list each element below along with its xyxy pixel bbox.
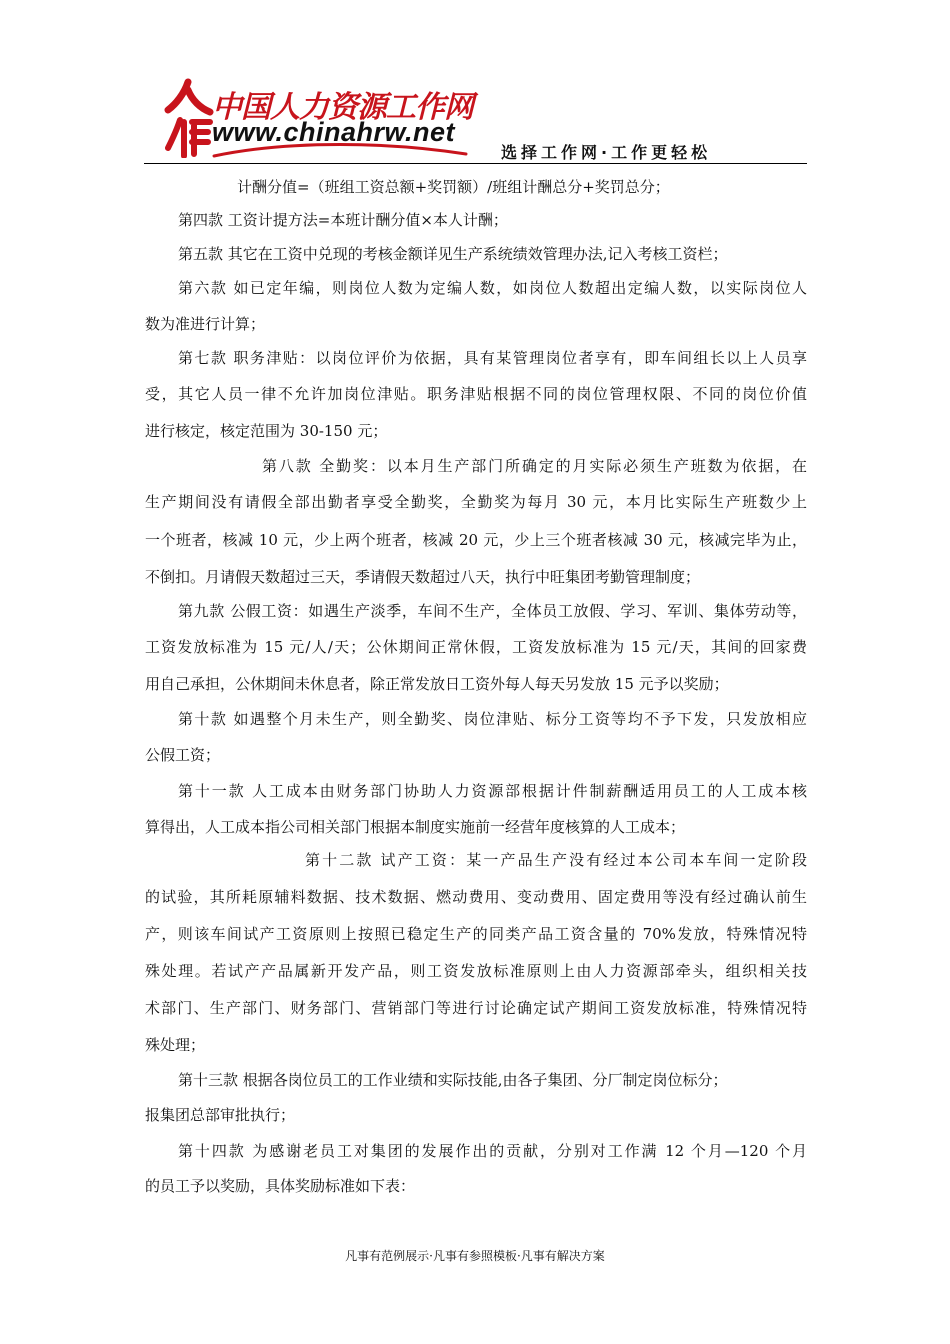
text-line: 第十款 如遇整个月未生产，则全勤奖、岗位津贴、标分工资等均不予下发，只发放相应 (178, 710, 807, 728)
text-line: 计酬分值=（班组工资总额+奖罚额）/班组计酬总分+奖罚总分； (237, 178, 670, 196)
text-line: 第十三款 根据各岗位员工的工作业绩和实际技能,由各子集团、分厂制定岗位标分； (178, 1071, 728, 1089)
text-line: 不倒扣。月请假天数超过三天，季请假天数超过八天，执行中旺集团考勤管理制度； (145, 568, 701, 586)
text-line: 第十二款 试产工资：某一产品生产没有经过本公司本车间一定阶段 (305, 851, 807, 869)
text-line: 的试验，其所耗原辅料数据、技术数据、燃动费用、变动费用、固定费用等没有经过确认前生 (145, 888, 807, 906)
text-line: 算得出，人工成本指公司相关部门根据本制度实施前一经营年度核算的人工成本； (145, 818, 686, 836)
logo-chinese-name: 中国人力资源工作网 (212, 90, 473, 125)
header-divider (144, 163, 807, 164)
text-line: 的员工予以奖励，具体奖励标准如下表： (145, 1177, 416, 1195)
text-line: 术部门、生产部门、财务部门、营销部门等进行讨论确定试产期间工资发放标准，特殊情况特 (145, 999, 807, 1017)
text-line: 公假工资； (145, 746, 221, 764)
text-line: 数为准进行计算； (145, 315, 266, 333)
text-line: 第八款 全勤奖：以本月生产部门所确定的月实际必须生产班数为依据，在 (262, 457, 807, 475)
text-line: 第九款 公假工资：如遇生产淡季，车间不生产，全体员工放假、学习、军训、集体劳动等， (178, 602, 807, 620)
text-line: 第五款 其它在工资中兑现的考核金额详见生产系统绩效管理办法,记入考核工资栏； (178, 245, 728, 263)
logo-swoosh-icon (210, 138, 470, 162)
text-line: 第十四款 为感谢老员工对集团的发展作出的贡献，分别对工作满 12 个月—120 个月 (178, 1142, 807, 1160)
logo-calligraphy-icon (164, 78, 214, 158)
text-line: 一个班者，核减 10 元，少上两个班者，核减 20 元，少上三个班者核减 30 元，核减完毕为止， (145, 531, 807, 549)
page-footer: 凡事有范例展示·凡事有参照模板·凡事有解决方案 (345, 1249, 605, 1263)
text-line: 第七款 职务津贴：以岗位评价为依据，具有某管理岗位者享有，即车间组长以上人员享 (178, 349, 807, 367)
text-line: 殊处理； (145, 1036, 206, 1054)
text-line: 受，其它人员一律不允许加岗位津贴。职务津贴根据不同的岗位管理权限、不同的岗位价值 (145, 385, 807, 403)
text-line: 产，则该车间试产工资原则上按照已稳定生产的同类产品工资含量的 70%发放，特殊情况特 (145, 925, 807, 943)
text-line: 第六款 如已定年编，则岗位人数为定编人数，如岗位人数超出定编人数，以实际岗位人 (178, 279, 807, 297)
header-slogan: 选择工作网·工作更轻松 (501, 143, 712, 162)
text-line: 第十一款 人工成本由财务部门协助人力资源部根据计件制薪酬适用员工的人工成本核 (178, 782, 807, 800)
text-line: 殊处理。若试产产品属新开发产品，则工资发放标准原则上由人力资源部牵头，组织相关技 (145, 962, 807, 980)
text-line: 用自己承担，公休期间未休息者，除正常发放日工资外每人每天另发放 15 元予以奖励； (145, 675, 729, 693)
logo-website-url: www.chinahrw.net (212, 117, 456, 147)
text-line: 进行核定，核定范围为 30-150 元； (145, 422, 388, 440)
text-line: 第四款 工资计提方法=本班计酬分值×本人计酬； (178, 211, 508, 229)
text-line: 生产期间没有请假全部出勤者享受全勤奖，全勤奖为每月 30 元，本月比实际生产班数少上 (145, 493, 807, 511)
text-line: 工资发放标准为 15 元/人/天；公休期间正常休假，工资发放标准为 15 元/天，其间的回家费 (145, 638, 807, 656)
text-line: 报集团总部审批执行； (145, 1106, 296, 1124)
